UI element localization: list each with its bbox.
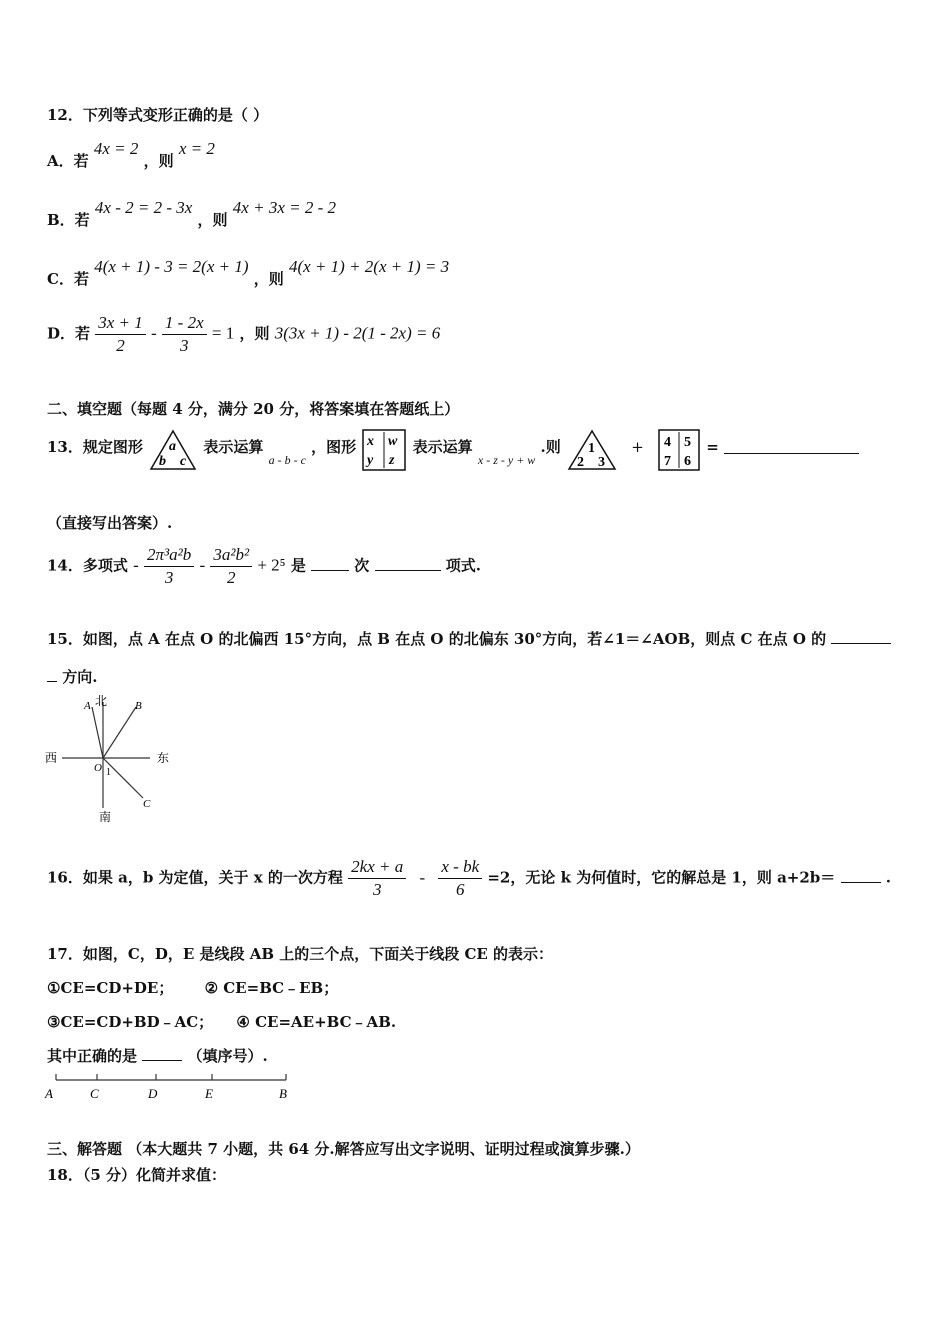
minus-sign: - [199, 555, 206, 575]
q17-ask-tail: （填序号）. [187, 1047, 268, 1065]
terms-blank[interactable] [375, 556, 441, 571]
numerator: 3x + 1 [95, 312, 146, 335]
negative-sign: - [133, 555, 139, 575]
denominator: 6 [455, 880, 465, 899]
denominator: 3 [372, 880, 382, 899]
q13-operation-2: x - z - y + w [477, 453, 536, 467]
q17-option-1: ①CE=CD+DE； [47, 979, 174, 997]
option-condition: 4x = 2 [93, 139, 139, 158]
q13-text-4: 表示运算 [412, 438, 473, 456]
q18-stem: 18．（5 分）化简并求值： [47, 1166, 227, 1184]
q17-ask-text: 其中正确的是 [47, 1047, 138, 1065]
label-north: 北 [95, 694, 108, 708]
fraction-1 [144, 544, 194, 589]
option-label: A．若 [47, 152, 89, 170]
q17-option-3: ③CE=CD+BD﹣AC； [47, 1013, 214, 1031]
q15-text-1: 15．如图，点 A 在点 O 的北偏西 15°方向，点 B 在点 O 的北偏东 30°方向，若∠1＝∠AOB，则点 C 在点 O 的 [47, 630, 827, 648]
q17-option-4: ④ CE=AE+BC﹣AB. [236, 1013, 397, 1031]
power-term: + 2⁵ [257, 555, 286, 575]
fraction-2 [162, 312, 207, 357]
tri-label-b: b [159, 454, 167, 469]
q15-line-2 [47, 666, 97, 687]
point-c: C [90, 1086, 99, 1101]
q15-text-2: 方向. [62, 668, 98, 686]
q14-text-3: 次 [354, 556, 370, 575]
box-label-w: w [388, 434, 398, 449]
q16-line [47, 856, 891, 901]
q15-line-1 [47, 628, 891, 649]
box-label-z: z [389, 453, 395, 468]
q16-text-3: . [885, 868, 892, 887]
q14-text-4: 项式. [445, 556, 482, 575]
option-condition: 4x - 2 = 2 - 3x [94, 198, 193, 217]
option-result: 4(x + 1) + 2(x + 1) = 3 [288, 257, 450, 276]
q17-stem: 17．如图，C，D，E 是线段 AB 上的三个点，下面关于线段 CE 的表示： [47, 945, 554, 963]
q17-options-row-1 [47, 977, 338, 998]
q16-text-2: =2，无论 k 为何值时，它的解总是 1，则 a+2b＝ [487, 868, 836, 887]
q12-option-d [47, 312, 440, 357]
direction-blank-cont[interactable] [47, 667, 57, 682]
numerator: 2kx + a [348, 856, 406, 879]
q13-operation-1: a - b - c [268, 453, 306, 467]
q17-option-2: ② CE=BC﹣EB； [204, 979, 339, 997]
q17-ask [47, 1045, 268, 1066]
fraction-1 [95, 312, 146, 357]
box2-top-left: 4 [664, 435, 672, 450]
tri2-top: 1 [588, 441, 596, 456]
option-then: ，则 [253, 270, 284, 288]
point-a: A [45, 1086, 53, 1101]
option-then: ，则 [143, 152, 174, 170]
option-result: 4x + 3x = 2 - 2 [232, 198, 336, 217]
equals-sign: = [706, 438, 719, 456]
plus-sign: + [631, 438, 644, 456]
fraction-2 [438, 856, 482, 901]
label-south: 南 [99, 810, 112, 824]
q12-option-a [47, 138, 215, 170]
option-label: B．若 [47, 211, 90, 229]
numerator: 3a²b² [210, 544, 252, 567]
minus-sign: - [151, 323, 157, 343]
q13-text-5: .则 [540, 438, 561, 456]
box2-top-right: 5 [684, 435, 692, 450]
label-angle-1: 1 [106, 767, 111, 778]
answer-blank[interactable] [142, 1046, 182, 1061]
denominator: 3 [164, 568, 174, 587]
option-then: ，则 [239, 324, 270, 343]
label-east: 东 [157, 751, 170, 765]
tri-label-a: a [169, 439, 177, 454]
option-label: C．若 [47, 270, 89, 288]
option-result: x = 2 [178, 139, 215, 158]
numerator: 2π³a²b [144, 544, 194, 567]
q13-text-3: ，图形 [311, 438, 357, 456]
answer-blank[interactable] [724, 439, 859, 454]
q13-text-2: 表示运算 [203, 438, 264, 456]
q14-text-2: 是 [290, 556, 306, 575]
option-then: ，则 [197, 211, 228, 229]
equals: = 1 [211, 323, 235, 343]
segment-figure [40, 1068, 300, 1104]
q12-stem: 12．下列等式变形正确的是（ ） [47, 106, 269, 124]
fraction-2 [210, 544, 252, 589]
box-label-y: y [367, 453, 374, 468]
q12-option-c [47, 256, 450, 288]
q13-tail: （直接写出答案）. [47, 514, 173, 532]
point-e: E [205, 1086, 213, 1101]
denominator: 3 [180, 336, 189, 355]
option-label: D．若 [47, 324, 91, 343]
box-figure [361, 428, 407, 472]
point-b: B [279, 1086, 287, 1101]
triangle-numbers-figure [566, 428, 618, 472]
denominator: 2 [226, 568, 236, 587]
q17-options-row-2 [47, 1011, 396, 1032]
section-3-heading: 三、解答题 （本大题共 7 小题，共 64 分.解答应写出文字说明、证明过程或演算步骤.） [47, 1140, 640, 1158]
fraction-1 [348, 856, 406, 901]
box2-bottom-right: 6 [684, 454, 692, 469]
box2-bottom-left: 7 [664, 454, 672, 469]
label-west: 西 [45, 751, 58, 765]
q13-line [47, 428, 859, 474]
q14-line [47, 544, 481, 589]
answer-blank[interactable] [841, 868, 881, 883]
point-d: D [148, 1086, 158, 1101]
numerator: x - bk [438, 856, 482, 879]
label-b: B [135, 700, 142, 712]
degree-blank[interactable] [311, 556, 349, 571]
compass-figure [40, 690, 190, 825]
minus-sign: - [419, 867, 426, 887]
q13-text-1: 13．规定图形 [47, 438, 143, 456]
option-result: 3(3x + 1) - 2(1 - 2x) = 6 [274, 323, 441, 343]
option-condition: 4(x + 1) - 3 = 2(x + 1) [94, 257, 249, 276]
denominator: 2 [116, 336, 125, 355]
label-c: C [143, 798, 151, 810]
tri2-right: 3 [598, 455, 606, 470]
tri2-left: 2 [577, 455, 585, 470]
box-label-x: x [367, 434, 375, 449]
numerator: 1 - 2x [162, 312, 207, 335]
q14-text-1: 14．多项式 [47, 556, 128, 575]
triangle-figure [148, 428, 198, 472]
section-2-heading: 二、填空题（每题 4 分，满分 20 分，将答案填在答题纸上） [47, 400, 460, 418]
tri-label-c: c [180, 454, 187, 469]
direction-blank[interactable] [831, 629, 891, 644]
box-numbers-figure [657, 428, 701, 472]
label-a: A [84, 700, 91, 712]
label-o: O [94, 762, 102, 774]
q16-text-1: 16．如果 a，b 为定值，关于 x 的一次方程 [47, 868, 343, 887]
q12-option-b [47, 197, 336, 229]
